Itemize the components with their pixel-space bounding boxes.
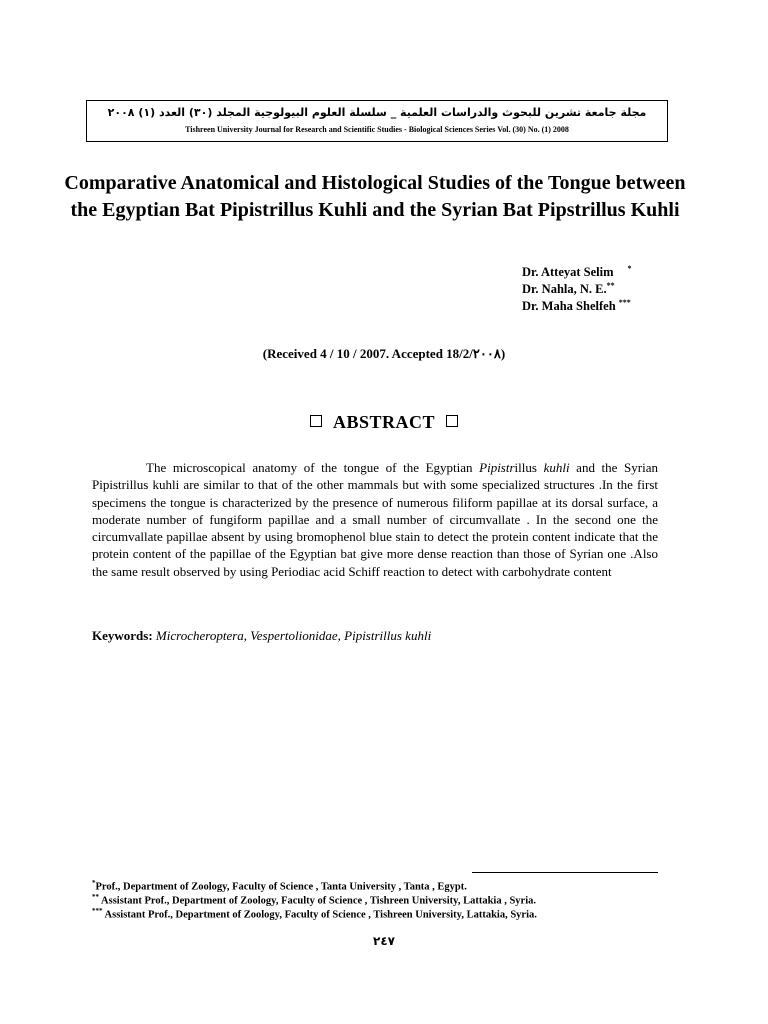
keywords-values: Microcheroptera, Vespertolionidae, Pipistrillus kuhli: [155, 628, 432, 643]
footnote-divider: [472, 872, 658, 873]
abstract-text-1: The microscopical anatomy of the tongue of the Egyptian: [146, 460, 480, 475]
author-mark: **: [606, 281, 615, 290]
square-bullet-icon: [310, 415, 322, 427]
author-3: [522, 294, 632, 314]
author-mark: ***: [618, 298, 631, 307]
abstract-text-2: illus: [514, 460, 544, 475]
abstract-italic-1: Pipistr: [479, 460, 515, 475]
footnotes: [92, 876, 537, 921]
journal-header-english: Tishreen University Journal for Research and Scientific Studies - Biological Sciences Series Vol. (30) No. (1) 2008: [185, 125, 569, 134]
author-mark: *: [627, 264, 632, 273]
received-dates: (Received 4 / 10 / 2007. Accepted 18/2/٢٠٠٨): [262, 346, 506, 361]
author-list: [522, 260, 632, 314]
author-2: [522, 277, 632, 297]
footnote-text: Assistant Prof., Department of Zoology, Faculty of Science , Tishreen University, Lattakia , Syria.: [99, 895, 537, 907]
footnote-2: [92, 890, 537, 907]
footnote-mark: ***: [92, 907, 103, 915]
abstract-heading: [0, 412, 768, 433]
keywords-label: Keywords:: [92, 628, 153, 643]
journal-header: [86, 100, 668, 142]
author-name: Dr. Atteyat Selim: [522, 265, 614, 280]
journal-header-arabic: مجلة جامعة تشرين للبحوث والدراسات العلمية _ سلسلة العلوم البيولوجية المجلد (٣٠) العدد (١) ٢٠٠٨: [107, 106, 647, 119]
footnote-mark: **: [92, 893, 99, 901]
footnote-3: [92, 904, 537, 921]
square-bullet-icon: [446, 415, 458, 427]
footnote-1: [92, 876, 537, 893]
author-name: Dr. Nahla, N. E.: [522, 282, 607, 297]
footnote-text: Assistant Prof., Department of Zoology, Faculty of Science , Tishreen University, Lattakia, Syria.: [102, 909, 537, 921]
paper-title: Comparative Anatomical and Histological Studies of the Tongue between the Egyptian Bat Pipistrillus Kuhli and the Syrian Bat Pipstrillus Kuhli: [64, 172, 686, 221]
footnote-text: Prof., Department of Zoology, Faculty of Science , Tanta University , Tanta , Egypt.: [95, 881, 467, 893]
abstract-heading-text: ABSTRACT: [332, 412, 436, 432]
author-name: Dr. Maha Shelfeh: [522, 299, 616, 314]
keywords: [92, 628, 431, 644]
abstract-italic-2: kuhli: [543, 460, 570, 475]
author-1: [522, 260, 632, 280]
abstract-body: [92, 459, 658, 580]
footnote-mark: *: [92, 879, 96, 887]
page-number: ٢٤٧: [373, 934, 395, 948]
abstract-text-3: and the Syrian Pipistrillus kuhli are similar to that of the other mammals but with some specialized structures .In the first specimens the tongue is characterized by the presence of numerous filiform papillae at its dorsal surface, a moderate number of fungiform papillae and a small number of circumvallate . In the second one the circumvallate papillae absent by using bromophenol blue stain to detect the protein content indicate that the protein content of the papillae of the Egyptian bat give more dense reaction than those of Syrian one .Also the same result observed by using Periodiac acid Schiff reaction to detect with carbohydrate content: [92, 460, 658, 579]
